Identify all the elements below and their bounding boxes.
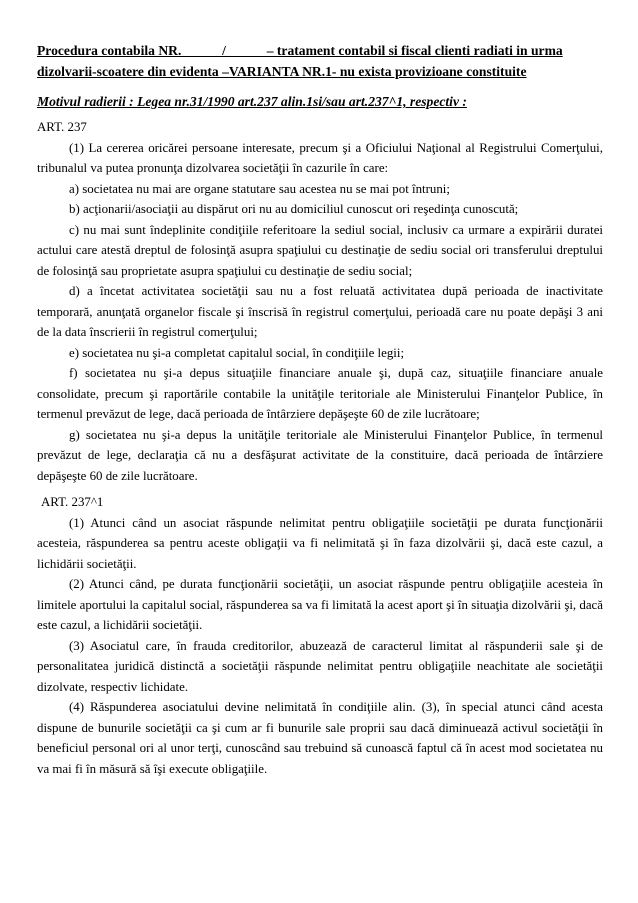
- article-237: [37, 117, 603, 486]
- document-page: [37, 40, 603, 779]
- article-237-item-b: b) acţionarii/asociaţii au dispărut ori nu au domiciliul cunoscut ori reşedinţa cunoscută;: [69, 202, 519, 216]
- radiation-reason: Motivul radierii : Legea nr.31/1990 art.237 alin.1si/sau art.237^1, respectiv :: [37, 94, 467, 109]
- article-237-paragraph-1: (1) La cererea oricărei persoane interesate, precum şi a Oficiului Naţional al Registrului Comerţului, tribunalul va putea pronunţa dizolvarea societăţii în cazurile în care:: [37, 140, 603, 175]
- article-237-item-a: a) societatea nu mai are organe statutare sau acestea nu se mai pot întruni;: [69, 181, 450, 196]
- article-237-1-paragraph-1: (1) Atunci când un asociat răspunde nelimitat pentru obligaţiile societăţii pe durata funcţionării acesteia, răspunderea sa pentru aceste obligaţii va fi nelimitată şi în faza dizolvării şi, dacă este cazul, a lichidării societăţii.: [37, 515, 603, 571]
- article-237-item-f: f) societatea nu şi-a depus situaţiile financiare anuale şi, după caz, situaţiile financiare anuale consolidate, precum şi raportările contabile la unităţile teritoriale ale Ministerului Finanţelor Publice, în termenul prevăzut de lege, dacă perioada de întârziere depăşeşte 60 de zile lucrătoare;: [37, 366, 603, 421]
- article-237-1-paragraph-2: (2) Atunci când, pe durata funcţionării societăţii, un asociat răspunde pentru obligaţiile acesteia în limitele aportului la capitalul social, răspunderea sa va fi limitată la acest aport şi în situaţia dizolvării şi, dacă este cazul, a lichidării societăţii.: [37, 577, 603, 632]
- article-237-1-paragraph-4: (4) Răspunderea asociatului devine nelimitată în condiţiile alin. (3), în special atunci când acesta dispune de bunurile societăţii ca şi cum ar fi bunurile sale proprii sau dacă diminuează activul societăţii în beneficiul personal ori al unor terţi, cunoscând sau trebuind să cunoască faptul că în acest mod societatea nu va mai fi în măsură să îşi execute obligaţiile.: [37, 700, 603, 776]
- article-237-1-heading: ART. 237^1: [41, 495, 104, 509]
- article-237-item-d: d) a încetat activitatea societăţii sau nu a fost reluată activitatea după perioada de inactivitate temporară, anunţată organelor fiscale şi înscrisă în registrul comerţului, perioadă care nu poate depăşi 3 ani de la data înscrierii în registrul comerţului;: [37, 284, 603, 339]
- article-237-item-e: e) societatea nu şi-a completat capitalul social, în condiţiile legii;: [69, 345, 405, 360]
- article-237-heading: ART. 237: [37, 120, 87, 134]
- article-237-item-g: g) societatea nu şi-a depus la unităţile teritoriale ale Ministerului Finanţelor Publice, în termenul prevăzut de lege, declaraţia că nu a desfăşurat activitate de la constituire, dacă perioada de întârziere depăşeşte 60 de zile lucrătoare.: [37, 427, 603, 483]
- article-237-1-paragraph-3: (3) Asociatul care, în frauda creditorilor, abuzează de caracterul limitat al răspunderii sale şi de personalitatea juridică distinctă a societăţii răspunde nelimitat pentru obligaţiile neachitate ale societăţii dizolvate, respectiv lichidate.: [37, 638, 603, 694]
- document-title: Procedura contabila NR.______/______– tratament contabil si fiscal clienti radiati in urma dizolvarii-scoatere din evidenta –VARIANTA NR.1- nu exista provizioane constituite: [37, 43, 563, 79]
- article-237-item-c: c) nu mai sunt îndeplinite condiţiile referitoare la sediul social, inclusiv ca urmare a expirării duratei actului care atestă dreptul de folosinţă asupra spaţiului cu destinaţie de sediu social ori transferului dreptului de folosinţă sau proprietate asupra spaţiului cu destinaţie de sediu social;: [37, 222, 603, 278]
- article-237-1: [37, 492, 603, 779]
